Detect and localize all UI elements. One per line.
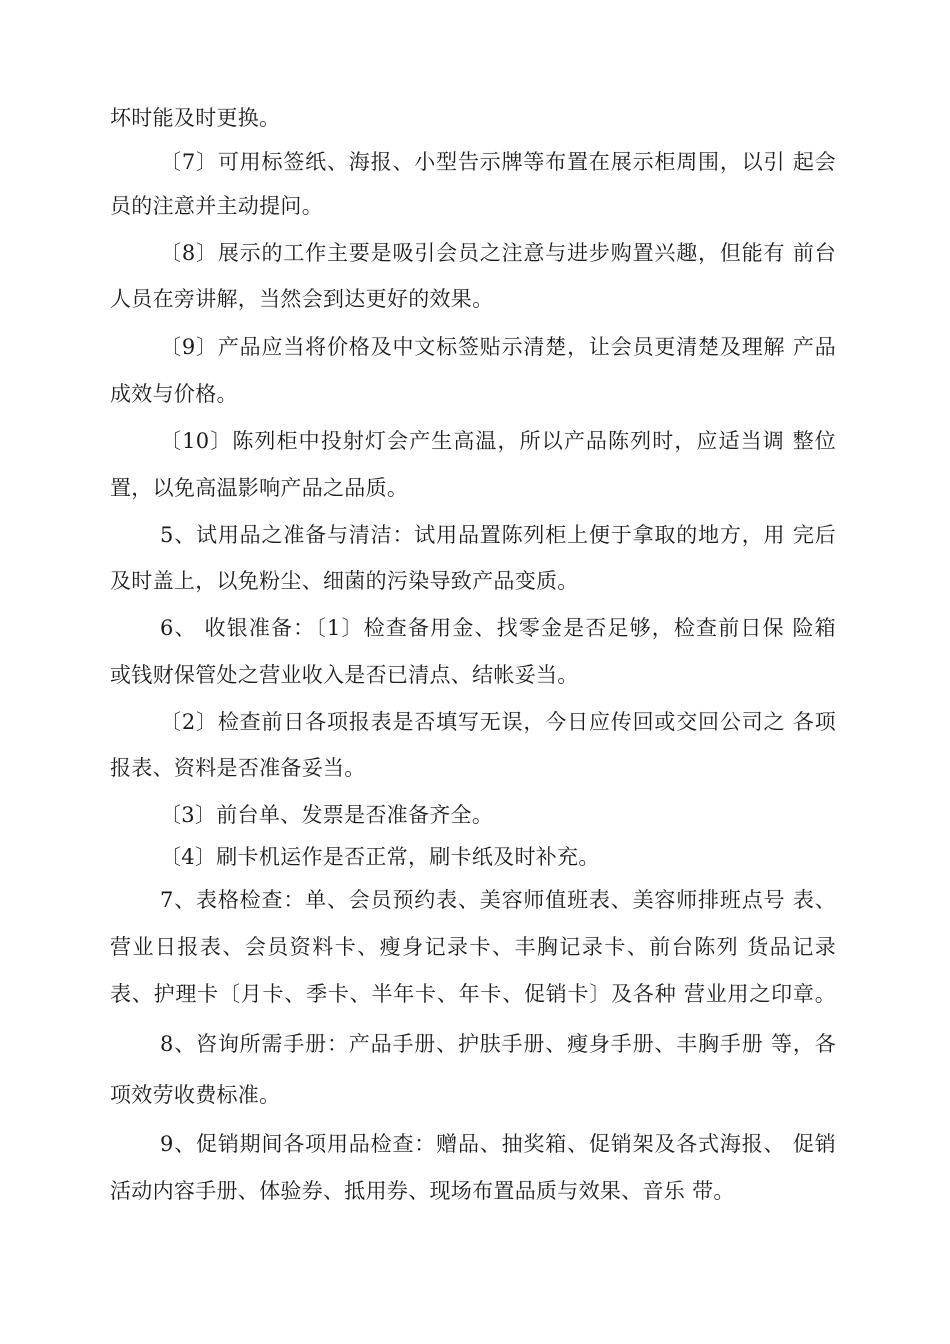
text-line: 成效与价格。	[110, 382, 238, 406]
text-line: 〔8〕展示的工作主要是吸引会员之注意与进步购置兴趣，但能有 前台	[160, 241, 836, 265]
text-line: 置，以免高温影响产品之品质。	[110, 476, 409, 500]
text-line: 表、护理卡〔月卡、季卡、半年卡、年卡、促销卡〕及各种 营业用之印章。	[110, 982, 836, 1006]
text-line: 6、 收银准备：〔1〕检查备用金、找零金是否足够，检查前日保 险箱	[160, 616, 836, 640]
text-line: 5、试用品之准备与清洁：试用品置陈列柜上便于拿取的地方，用 完后	[160, 523, 836, 547]
text-line: 或钱财保管处之营业收入是否已清点、结帐妥当。	[110, 663, 579, 687]
text-line: 8、咨询所需手册：产品手册、护肤手册、瘦身手册、丰胸手册 等，各	[160, 1032, 836, 1056]
text-line: 营业日报表、会员资料卡、瘦身记录卡、丰胸记录卡、前台陈列 货品记录	[110, 935, 836, 959]
text-line: 人员在旁讲解，当然会到达更好的效果。	[110, 287, 494, 311]
text-line: 活动内容手册、体验券、抵用券、现场布置品质与效果、音乐 带。	[110, 1179, 735, 1203]
text-line: 及时盖上，以免粉尘、细菌的污染导致产品变质。	[110, 569, 579, 593]
text-line: 报表、资料是否准备妥当。	[110, 756, 366, 780]
text-line: 〔10〕陈列柜中投射灯会产生高温，所以产品陈列时，应适当调 整位	[160, 429, 836, 453]
text-line: 7、表格检查：单、会员预约表、美容师值班表、美容师排班点号 表、	[160, 888, 836, 912]
text-line: 员的注意并主动提问。	[110, 194, 323, 218]
text-line: 项效劳收费标准。	[110, 1083, 281, 1107]
text-line: 〔9〕产品应当将价格及中文标签贴示清楚，让会员更清楚及理解 产品	[160, 335, 836, 359]
text-line: 9、促销期间各项用品检查：赠品、抽奖箱、促销架及各式海报、 促销	[160, 1132, 836, 1156]
text-line: 〔4〕刷卡机运作是否正常，刷卡纸及时补充。	[160, 845, 600, 869]
text-line: 坏时能及时更换。	[110, 106, 281, 130]
text-line: 〔7〕可用标签纸、海报、小型告示牌等布置在展示柜周围，以引 起会	[160, 150, 836, 174]
text-line: 〔2〕检查前日各项报表是否填写无误，今日应传回或交回公司之 各项	[160, 710, 836, 734]
text-line: 〔3〕前台单、发票是否准备齐全。	[160, 803, 494, 827]
